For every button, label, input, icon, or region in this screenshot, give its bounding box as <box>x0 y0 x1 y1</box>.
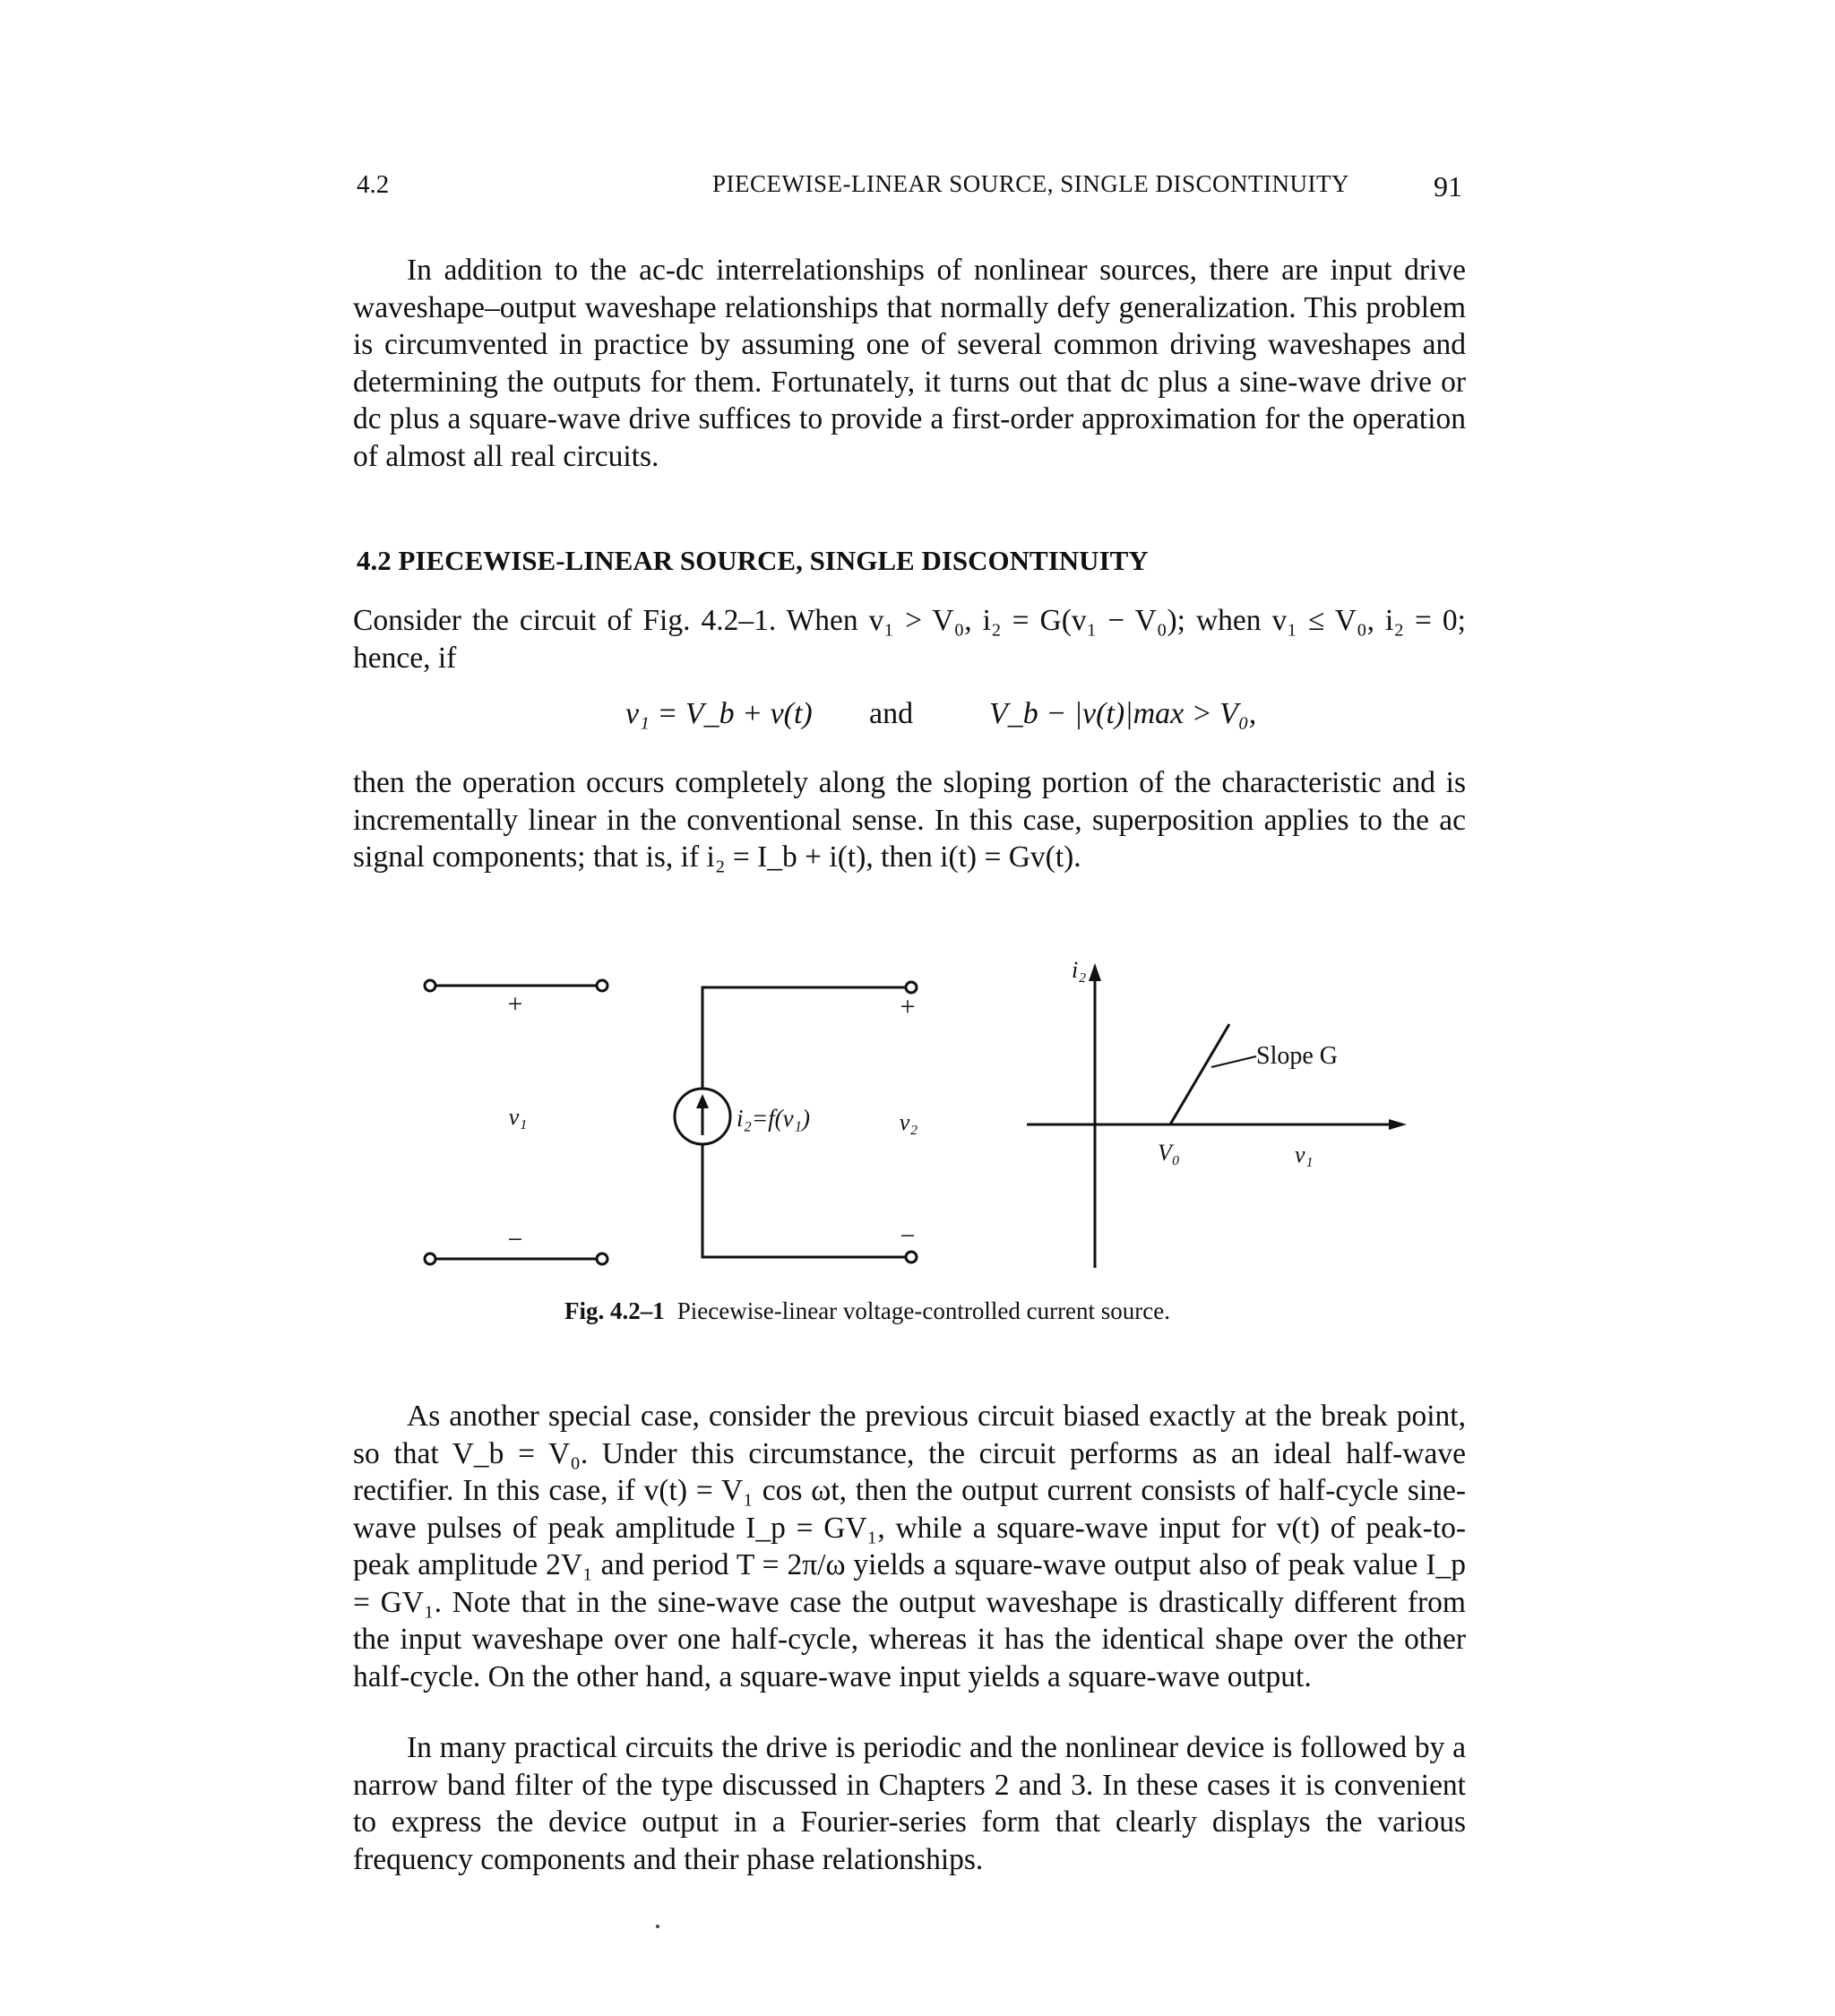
header-running-title: PIECEWISE-LINEAR SOURCE, SINGLE DISCONTINUITY <box>712 170 1349 197</box>
stray-mark <box>656 1925 659 1928</box>
output-voltage-label: v₂ <box>899 1109 918 1135</box>
current-source-arrow-icon <box>696 1094 709 1108</box>
paragraph-half-wave-text: As another special case, consider the previous circuit biased exactly at the break point, so that V_b = V₀. Under this circumstance, the circuit performs as an ideal half-wave rectifier. In this case, if v(t) = V₁ cos ωt, then the output current consists of half-cycle sine-wave pulses of peak amplitude I_p = GV₁, while a square-wave input for v(t) of peak-to-peak amplitude 2V₁ and period T = 2π/ω yields a square-wave output also of peak value I_p = GV₁. Note that in the sine-wave case the output waveshape is drastically different from the input waveshape over one half-cycle, whereas it has the identical shape over the other half-cycle. On the other hand, a square-wave input yields a square-wave output. <box>353 1400 1466 1693</box>
input-top-terminal <box>425 980 435 991</box>
paragraph-intro <box>353 252 1466 475</box>
slope-leader-line <box>1211 1056 1256 1067</box>
figure-caption-number: Fig. 4.2–1 <box>564 1297 665 1324</box>
graph-x-axis-label: v₁ <box>1295 1142 1314 1167</box>
input-minus-sign: − <box>507 1225 523 1254</box>
input-plus-sign: + <box>507 989 523 1019</box>
characteristic-slope-line <box>1170 1024 1229 1124</box>
equation-bias-left: v₁ = V_b + v(t) <box>625 697 813 730</box>
paragraph-intro-text: In addition to the ac-dc interrelationships of nonlinear sources, there are input drive waveshape–output waveshape relationships that normally defy generalization. This problem is circumvented in practice by assuming one of several common driving waveshapes and determining the outputs for them. Fortunately, it turns out that dc plus a sine-wave drive or dc plus a square-wave drive suffices to provide a first-order approximation for the operation of almost all real circuits. <box>353 254 1466 473</box>
figure-caption-text: Piecewise-linear voltage-controlled current source. <box>676 1297 1171 1324</box>
current-source-label: i₂=f(v₁) <box>737 1105 810 1132</box>
header-section-number: 4.2 <box>357 170 390 199</box>
input-bottom-terminal-right <box>597 1254 607 1264</box>
paragraph-circuit-description: Consider the circuit of Fig. 4.2–1. When v₁ > V₀, i₂ = G(v₁ − V₀); when v₁ ≤ V₀, i₂ = 0; hence, if <box>353 604 1466 675</box>
paragraph-fourier-series <box>353 1729 1466 1878</box>
header-page-number: 91 <box>1434 170 1462 202</box>
section-heading: 4.2 PIECEWISE-LINEAR SOURCE, SINGLE DISCONTINUITY <box>357 545 1149 576</box>
paragraph-half-wave-rectifier <box>353 1398 1466 1695</box>
x-axis-arrowhead-icon <box>1389 1119 1407 1130</box>
output-top-wire <box>702 987 906 1089</box>
y-axis-arrowhead-icon <box>1089 963 1101 981</box>
figure-4-2-1 <box>421 945 1416 1277</box>
output-bottom-wire <box>702 1144 906 1257</box>
input-voltage-label: v₁ <box>508 1104 528 1130</box>
paragraph-incremental-linear: then the operation occurs completely along the sloping portion of the characteristic and is incrementally linear in the conventional sense. In this case, superposition applies to the ac signal components; that is, if i₂ = I_b + i(t), then i(t) = Gv(t). <box>353 766 1466 874</box>
output-bottom-terminal <box>906 1252 917 1262</box>
graph-y-axis-label: i₂ <box>1072 957 1087 983</box>
equation-connector: and <box>869 697 914 730</box>
figure-caption <box>564 1297 1170 1325</box>
input-bottom-terminal <box>425 1254 435 1264</box>
graph-slope-label: Slope G <box>1256 1042 1338 1070</box>
figure-svg <box>421 945 1416 1277</box>
input-top-terminal-right <box>597 980 607 991</box>
graph-break-point-label: V₀ <box>1158 1140 1180 1166</box>
equation-bias-right: V_b − |v(t)|max > V₀, <box>989 697 1257 730</box>
output-plus-sign: + <box>900 992 916 1021</box>
output-minus-sign: − <box>900 1221 916 1251</box>
paragraph-fourier-text: In many practical circuits the drive is periodic and the nonlinear device is followed by a narrow band filter of the type discussed in Chapters 2 and 3. In these cases it is convenient to express the device output in a Fourier-series form that clearly displays the various frequency components and their phase relationships. <box>353 1731 1466 1876</box>
